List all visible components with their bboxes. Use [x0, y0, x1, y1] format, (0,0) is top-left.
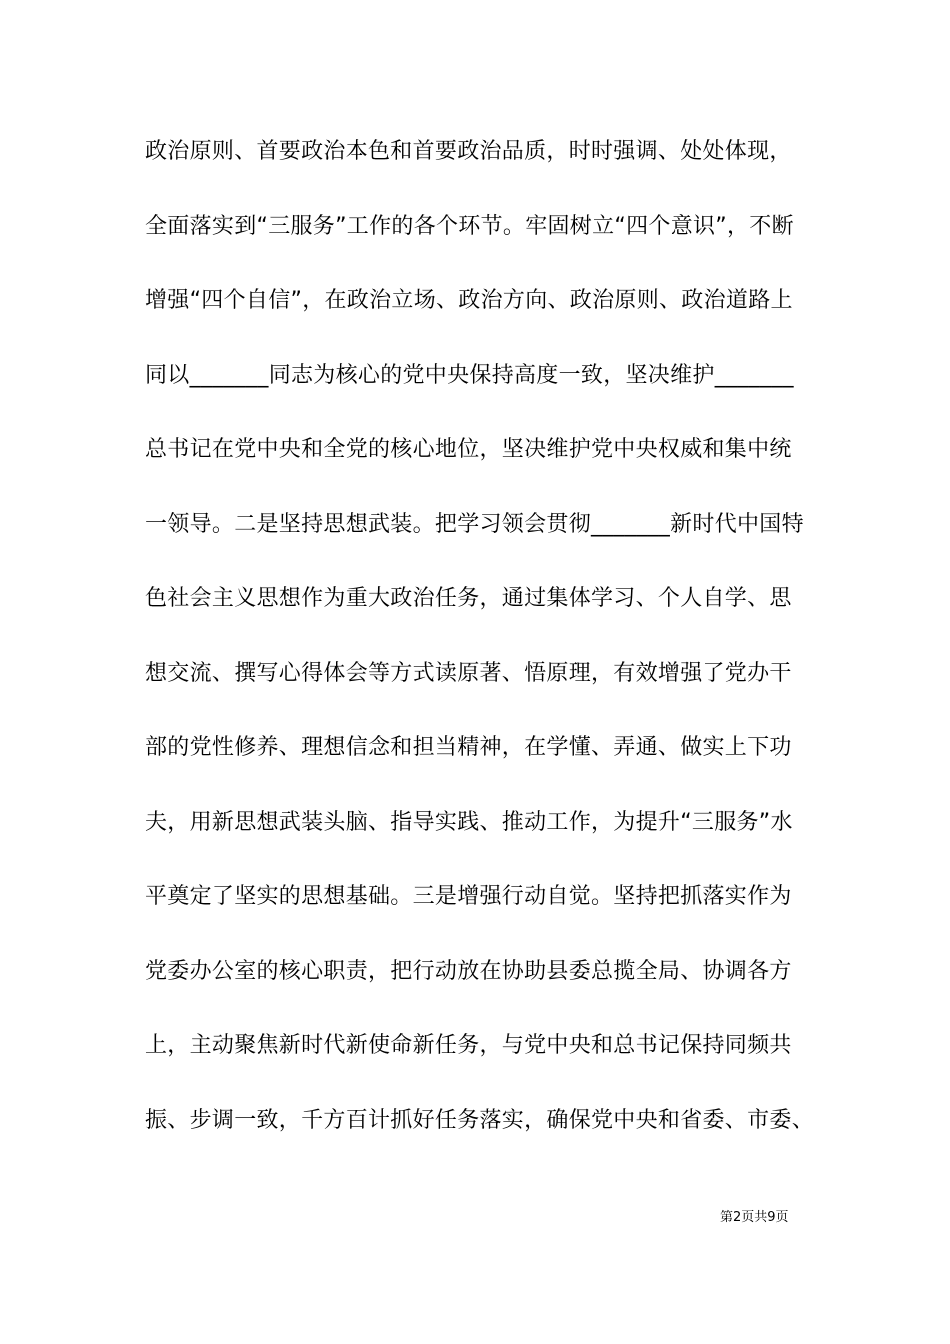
page-number: 第2页共9页: [720, 1210, 789, 1225]
text-line: 上，主动聚焦新时代新使命新任务，与党中央和总书记保持同频共: [145, 1033, 792, 1058]
text-line: 增强“四个自信”，在政治立场、政治方向、政治原则、政治道路上: [145, 288, 793, 313]
text-line: 想交流、撰写心得体会等方式读原著、悟原理，有效增强了党办干: [145, 660, 792, 686]
text-line: 夫，用新思想武装头脑、指导实践、推动工作，为提升“三服务”水: [145, 809, 793, 835]
text-line: 色社会主义思想作为重大政治任务，通过集体学习、个人自学、思: [145, 586, 792, 611]
text-line: 政治原则、首要政治本色和首要政治品质，时时强调、处处体现，: [145, 139, 792, 164]
text-line: 平奠定了坚实的思想基础。三是增强行动自觉。坚持把抓落实作为: [145, 884, 792, 909]
text-line: 振、步调一致，千方百计抓好任务落实，确保党中央和省委、市委、: [145, 1107, 815, 1133]
text-line: 党委办公室的核心职责，把行动放在协助县委总揽全局、协调各方: [145, 958, 792, 984]
text-line: 同以_______同志为核心的党中央保持高度一致，坚决维护_______: [145, 362, 794, 388]
text-line: 总书记在党中央和全党的核心地位，坚决维护党中央权威和集中统: [145, 437, 792, 462]
text-line: 全面落实到“三服务”工作的各个环节。牢固树立“四个意识”，不断: [145, 213, 794, 239]
text-line: 部的党性修养、理想信念和担当精神，在学懂、弄通、做实上下功: [145, 735, 792, 760]
text-line: 一领导。二是坚持思想武装。把学习领会贯彻_______新时代中国特: [145, 511, 804, 537]
body-text: [145, 130, 815, 1173]
